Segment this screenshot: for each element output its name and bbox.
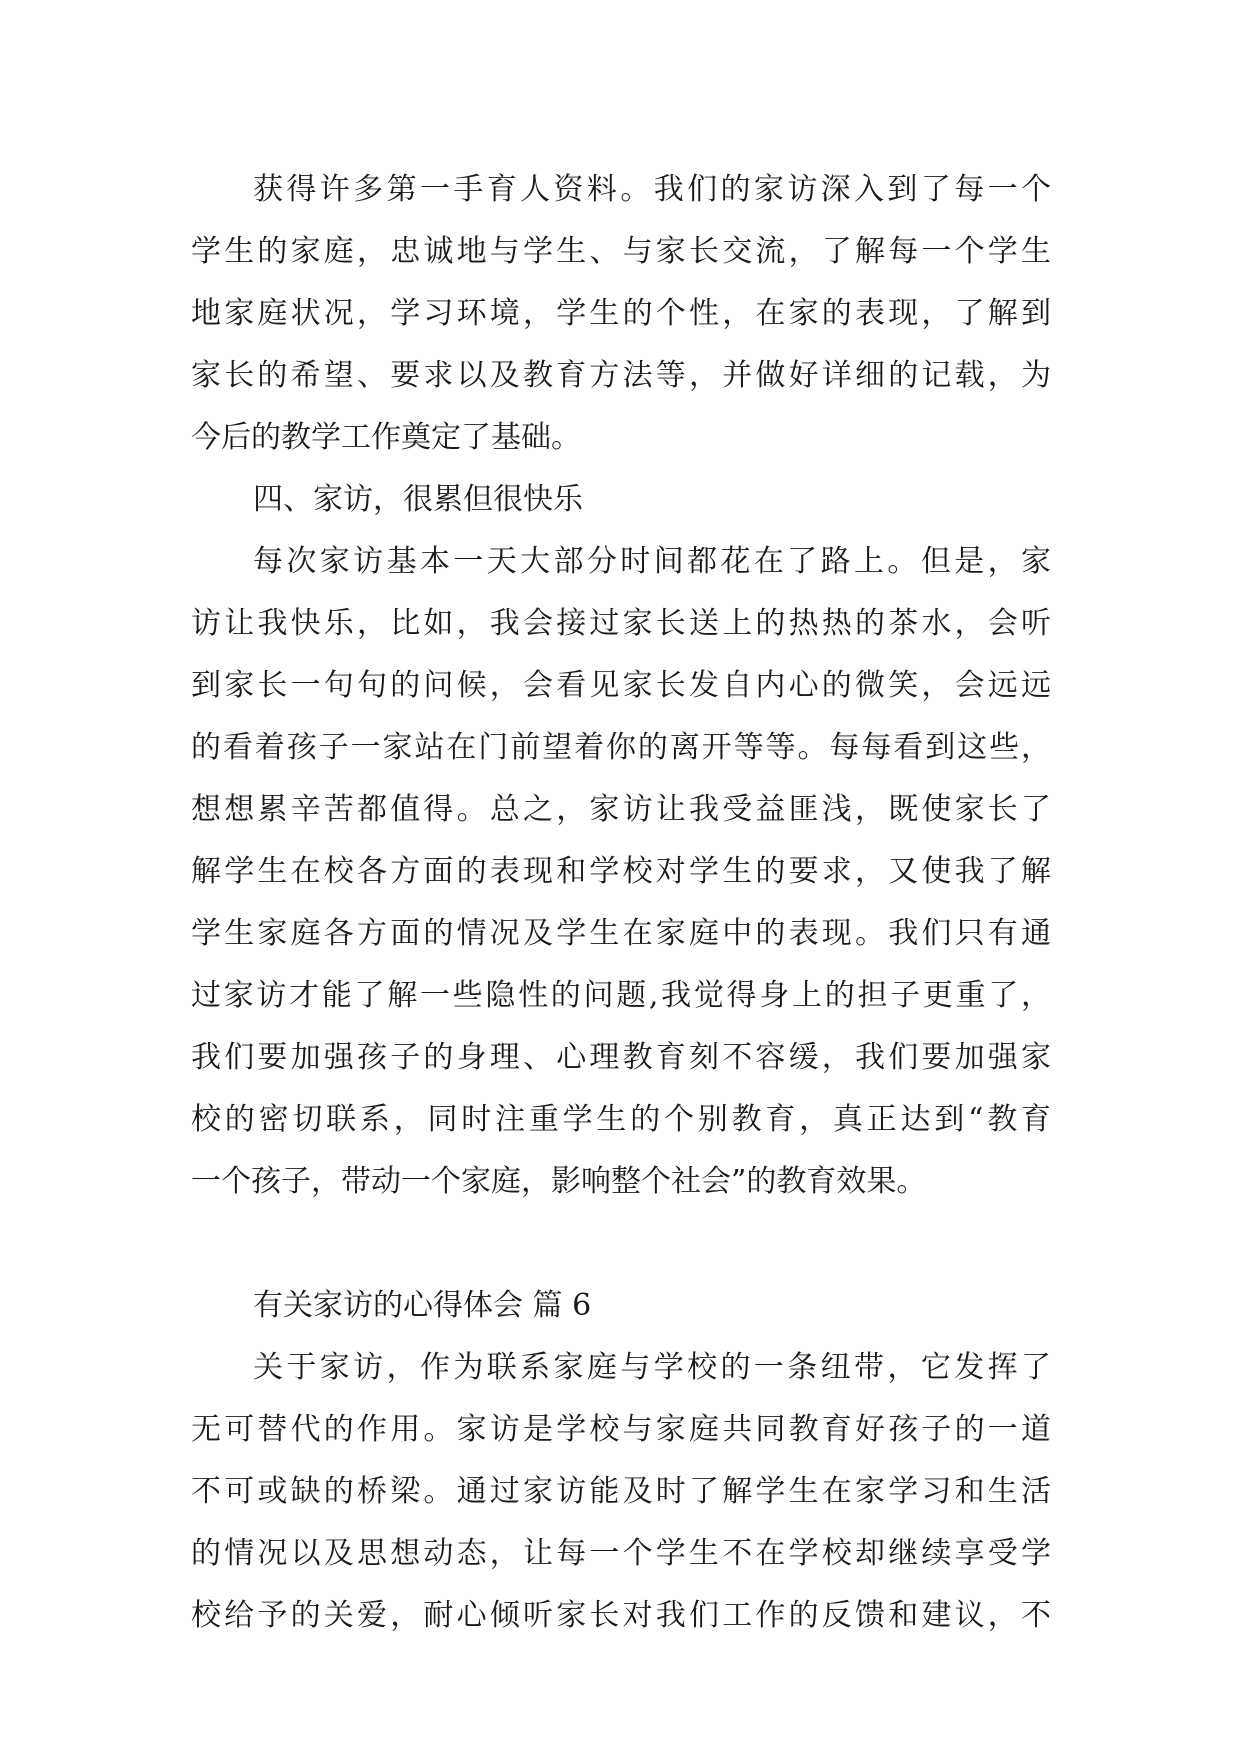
paragraph-line: 的看着孩子一家站在门前望着你的离开等等。每每看到这些，	[191, 730, 1051, 765]
paragraph-line: 获得许多第一手育人资料。我们的家访深入到了每一个	[253, 172, 1051, 207]
paragraph-line: 校给予的关爱，耐心倾听家长对我们工作的反馈和建议，不	[191, 1598, 1051, 1633]
paragraph-line: 不可或缺的桥梁。通过家访能及时了解学生在家学习和生活	[191, 1474, 1051, 1509]
paragraph-line: 我们要加强孩子的身理、心理教育刻不容缓，我们要加强家	[191, 1040, 1051, 1075]
paragraph-line: 每次家访基本一天大部分时间都花在了路上。但是，家	[253, 544, 1051, 579]
paragraph-line: 无可替代的作用。家访是学校与家庭共同教育好孩子的一道	[191, 1412, 1051, 1447]
paragraph-line: 家长的希望、要求以及教育方法等，并做好详细的记载，为	[191, 358, 1051, 393]
paragraph-line: 一个孩子，带动一个家庭，影响整个社会”的教育效果。	[191, 1164, 927, 1199]
section-heading: 四、家访，很累但很快乐	[253, 482, 583, 517]
paragraph-line: 地家庭状况，学习环境，学生的个性，在家的表现，了解到	[191, 296, 1051, 331]
paragraph-line: 学生家庭各方面的情况及学生在家庭中的表现。我们只有通	[191, 916, 1051, 951]
paragraph-line: 学生的家庭，忠诚地与学生、与家长交流，了解每一个学生	[191, 234, 1051, 269]
paragraph-line: 解学生在校各方面的表现和学校对学生的要求，又使我了解	[191, 854, 1051, 889]
paragraph-line: 过家访才能了解一些隐性的问题,我觉得身上的担子更重了，	[191, 978, 1051, 1013]
paragraph-line: 校的密切联系，同时注重学生的个别教育，真正达到“教育	[191, 1102, 1051, 1137]
paragraph-line: 今后的教学工作奠定了基础。	[191, 420, 581, 455]
paragraph-line: 到家长一句句的问候，会看见家长发自内心的微笑，会远远	[191, 668, 1051, 703]
paragraph-line: 关于家访，作为联系家庭与学校的一条纽带，它发挥了	[253, 1350, 1051, 1385]
article-title: 有关家访的心得体会 篇 6	[253, 1288, 592, 1323]
paragraph-line: 访让我快乐，比如，我会接过家长送上的热热的茶水，会听	[191, 606, 1051, 641]
paragraph-line: 想想累辛苦都值得。总之，家访让我受益匪浅，既使家长了	[191, 792, 1051, 827]
paragraph-line: 的情况以及思想动态，让每一个学生不在学校却继续享受学	[191, 1536, 1051, 1571]
